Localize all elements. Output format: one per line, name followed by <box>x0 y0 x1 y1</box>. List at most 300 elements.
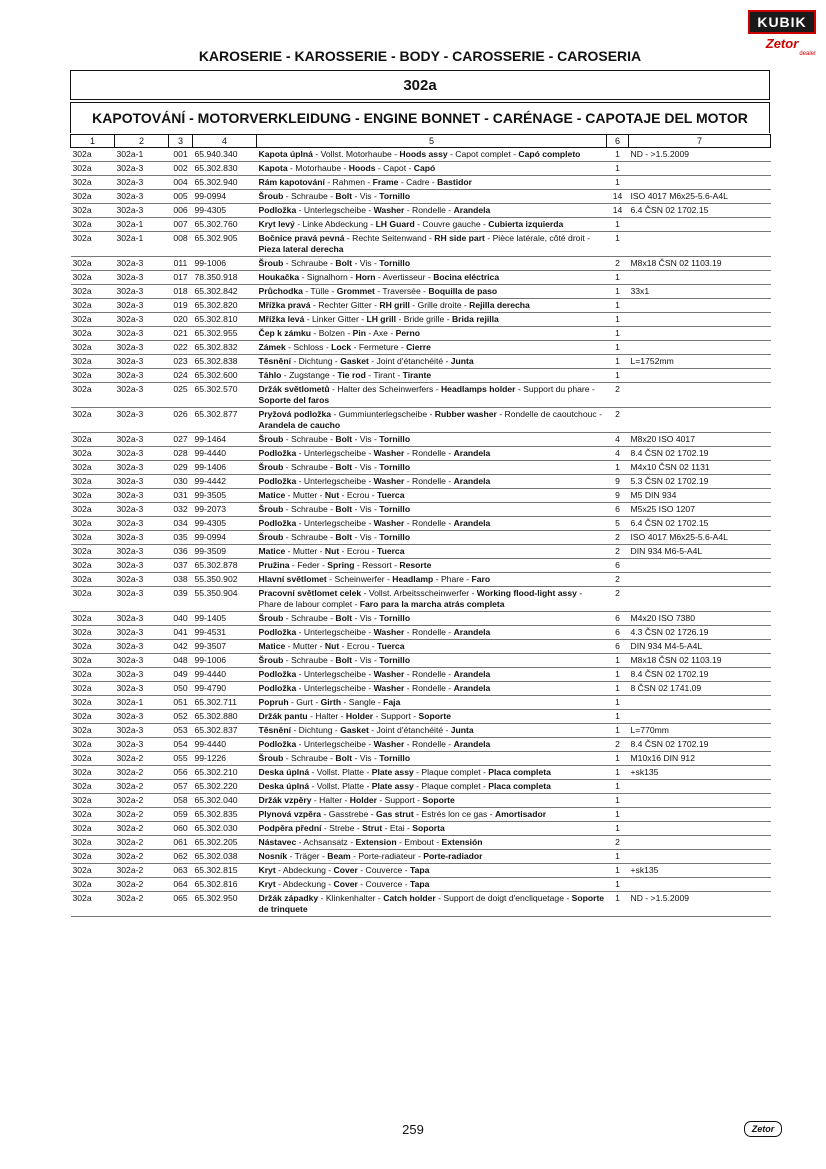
part-number-cell: 99-3509 <box>193 545 257 559</box>
description-en: Bolt <box>335 753 353 763</box>
separator: - <box>350 851 359 861</box>
description-es: Cubierta izquierda <box>488 219 564 229</box>
quantity-cell: 2 <box>607 573 629 587</box>
figure-cell: 302a-3 <box>115 710 169 724</box>
separator: - <box>365 448 374 458</box>
separator: - <box>285 641 293 651</box>
separator: - <box>445 739 454 749</box>
separator: - <box>325 879 334 889</box>
quantity-cell: 6 <box>607 612 629 626</box>
table-row <box>71 668 771 682</box>
separator: - <box>283 462 291 472</box>
description-es: Arandela <box>453 476 491 486</box>
description-fr: Axe <box>373 328 388 338</box>
description-en: Beam <box>327 851 351 861</box>
separator: - <box>354 823 363 833</box>
separator: - <box>510 149 519 159</box>
separator: - <box>365 518 374 528</box>
separator: - <box>354 560 363 570</box>
separator: - <box>371 504 380 514</box>
figure-cell: 302a-3 <box>115 559 169 573</box>
separator: - <box>367 219 376 229</box>
part-number-cell: 99-3507 <box>193 640 257 654</box>
description-es: Rejilla derecha <box>469 300 530 310</box>
section-cell: 302a <box>71 710 115 724</box>
part-number-cell: 99-1406 <box>193 461 257 475</box>
separator: - <box>287 851 295 861</box>
description-fr: Joint d'étanchéité <box>376 725 444 735</box>
separator: - <box>413 781 422 791</box>
description-en: Frame <box>372 177 399 187</box>
description-de: Rahmen <box>332 177 366 187</box>
description-cell <box>257 654 607 668</box>
description-de: Schraube <box>290 655 328 665</box>
separator: - <box>327 753 336 763</box>
description-fr: Vis <box>359 504 372 514</box>
separator: - <box>391 560 400 570</box>
note-cell <box>629 780 771 794</box>
description-de: Gummiunterlegscheibe <box>338 409 428 419</box>
kubik-logo-text: KUBIK <box>748 10 816 34</box>
part-number-cell: 65.302.600 <box>193 369 257 383</box>
description-cell <box>257 475 607 489</box>
separator: - <box>368 725 377 735</box>
figure-cell: 302a-3 <box>115 257 169 271</box>
description-cz: Průchodka <box>258 286 303 296</box>
separator: - <box>384 574 393 584</box>
separator: - <box>375 272 383 282</box>
parts-table <box>70 134 771 917</box>
quantity-cell: 9 <box>607 489 629 503</box>
description-fr: Grille droite <box>417 300 462 310</box>
description-es: Porte-radiador <box>423 851 483 861</box>
description-cell <box>257 710 607 724</box>
description-cell <box>257 878 607 892</box>
separator: - <box>447 149 456 159</box>
position-cell: 024 <box>169 369 193 383</box>
description-cz: Šroub <box>258 191 284 201</box>
separator: - <box>283 434 291 444</box>
separator: - <box>321 809 329 819</box>
description-en: Washer <box>373 205 405 215</box>
section-cell: 302a <box>71 475 115 489</box>
part-number-cell: 99-4440 <box>193 447 257 461</box>
separator: - <box>429 177 438 187</box>
figure-cell: 302a-3 <box>115 531 169 545</box>
description-cz: Kryt <box>258 865 276 875</box>
separator: - <box>369 490 377 500</box>
quantity-cell: 4 <box>607 447 629 461</box>
description-cz: Podložka <box>258 683 297 693</box>
part-number-cell: 65.302.940 <box>193 176 257 190</box>
position-cell: 037 <box>169 559 193 573</box>
separator: - <box>325 865 334 875</box>
description-fr: Tirant <box>373 370 395 380</box>
description-en: Headlamps holder <box>440 384 516 394</box>
description-en: Gasket <box>340 725 369 735</box>
position-cell: 041 <box>169 626 193 640</box>
separator: - <box>296 205 304 215</box>
separator: - <box>288 697 297 707</box>
description-es: Arandela <box>453 739 491 749</box>
table-row <box>71 232 771 257</box>
description-en: Cover <box>333 879 358 889</box>
description-cell <box>257 850 607 864</box>
note-cell: +sk135 <box>629 864 771 878</box>
description-es: Bocina eléctrica <box>433 272 500 282</box>
position-cell: 019 <box>169 299 193 313</box>
quantity-cell: 1 <box>607 682 629 696</box>
figure-cell: 302a-2 <box>115 864 169 878</box>
separator: - <box>371 434 380 444</box>
quantity-cell: 1 <box>607 710 629 724</box>
description-de: Strebe <box>329 823 355 833</box>
separator: - <box>374 286 383 296</box>
quantity-cell: 1 <box>607 724 629 738</box>
figure-cell: 302a-3 <box>115 587 169 612</box>
separator: - <box>352 655 360 665</box>
description-cell <box>257 341 607 355</box>
description-fr: Support du phare <box>523 384 590 394</box>
separator: - <box>365 669 374 679</box>
separator: - <box>319 560 328 570</box>
description-de: Achsansatz <box>303 837 348 847</box>
part-number-cell: 65.302.838 <box>193 355 257 369</box>
description-en: Bolt <box>335 655 353 665</box>
section-cell: 302a <box>71 176 115 190</box>
section-cell: 302a <box>71 654 115 668</box>
separator: - <box>406 163 414 173</box>
description-cz: Podložka <box>258 476 297 486</box>
description-fr: Phare <box>440 574 464 584</box>
part-number-cell: 65.302.040 <box>193 794 257 808</box>
quantity-cell: 1 <box>607 341 629 355</box>
part-number-cell: 65.302.038 <box>193 850 257 864</box>
quantity-cell: 1 <box>607 313 629 327</box>
section-cell: 302a <box>71 190 115 204</box>
description-en: RH grill <box>379 300 410 310</box>
position-cell: 031 <box>169 489 193 503</box>
separator: - <box>296 518 304 528</box>
section-cell: 302a <box>71 341 115 355</box>
description-es: Tornillo <box>379 258 411 268</box>
separator: - <box>352 258 360 268</box>
quantity-cell: 2 <box>607 545 629 559</box>
description-fr: Fermeture <box>358 342 399 352</box>
part-number-cell: 99-4442 <box>193 475 257 489</box>
description-cell <box>257 232 607 257</box>
separator: - <box>371 753 380 763</box>
description-cz: Houkačka <box>258 272 300 282</box>
description-cell <box>257 612 607 626</box>
figure-cell: 302a-3 <box>115 517 169 531</box>
description-fr: Pièce latérale, côté droit <box>492 233 585 243</box>
separator: - <box>317 546 325 556</box>
description-cz: Držák západky <box>258 893 319 903</box>
description-es: Junta <box>450 356 474 366</box>
separator: - <box>443 356 451 366</box>
figure-cell: 302a-3 <box>115 447 169 461</box>
part-number-cell: 65.302.220 <box>193 780 257 794</box>
quantity-cell: 2 <box>607 383 629 408</box>
figure-cell: 302a-3 <box>115 640 169 654</box>
section-cell: 302a <box>71 724 115 738</box>
description-en: Strut <box>362 823 383 833</box>
separator: - <box>365 370 374 380</box>
figure-cell: 302a-3 <box>115 383 169 408</box>
part-number-cell: 65.302.832 <box>193 341 257 355</box>
description-cz: Deska úplná <box>258 781 310 791</box>
table-row <box>71 461 771 475</box>
description-es: Tapa <box>409 865 430 875</box>
description-fr: Rondelle <box>412 448 446 458</box>
separator: - <box>589 384 595 394</box>
description-de: Schraube <box>290 504 328 514</box>
description-cell <box>257 355 607 369</box>
description-fr: Vis <box>359 258 372 268</box>
separator: - <box>283 753 291 763</box>
separator: - <box>275 879 283 889</box>
description-cell <box>257 808 607 822</box>
part-number-cell: 99-4531 <box>193 626 257 640</box>
section-cell: 302a <box>71 299 115 313</box>
quantity-cell: 1 <box>607 369 629 383</box>
description-fr: Vis <box>359 655 372 665</box>
section-cell: 302a <box>71 682 115 696</box>
description-cz: Pryžová podložka <box>258 409 332 419</box>
description-en: Gasket <box>340 356 369 366</box>
separator: - <box>413 767 422 777</box>
position-cell: 056 <box>169 766 193 780</box>
table-row <box>71 808 771 822</box>
note-cell <box>629 587 771 612</box>
separator: - <box>480 219 489 229</box>
description-de: Schraube <box>290 613 328 623</box>
separator: - <box>283 258 291 268</box>
section-cell: 302a <box>71 162 115 176</box>
separator: - <box>375 893 384 903</box>
part-number-cell: 65.302.810 <box>193 313 257 327</box>
description-en: Bolt <box>335 258 353 268</box>
note-cell <box>629 808 771 822</box>
separator: - <box>404 448 412 458</box>
description-de: Unterlegscheibe <box>303 448 366 458</box>
separator: - <box>344 233 353 243</box>
figure-cell: 302a-3 <box>115 545 169 559</box>
separator: - <box>402 879 410 889</box>
description-es: Tuerca <box>376 546 405 556</box>
section-cell: 302a <box>71 850 115 864</box>
description-fr: Avertisseur <box>382 272 426 282</box>
separator: - <box>287 163 296 173</box>
table-row <box>71 341 771 355</box>
separator: - <box>329 370 338 380</box>
position-cell: 054 <box>169 738 193 752</box>
description-de: Feder <box>297 560 320 570</box>
position-cell: 018 <box>169 285 193 299</box>
position-cell: 032 <box>169 503 193 517</box>
figure-cell: 302a-2 <box>115 794 169 808</box>
description-es: Placa completa <box>488 781 551 791</box>
column-header-3: 3 <box>169 135 193 148</box>
description-es: Arandela de caucho <box>258 420 341 430</box>
quantity-cell: 6 <box>607 503 629 517</box>
figure-cell: 302a-3 <box>115 724 169 738</box>
description-es: Tapa <box>409 879 430 889</box>
description-cell <box>257 864 607 878</box>
figure-cell: 302a-3 <box>115 176 169 190</box>
section-cell: 302a <box>71 836 115 850</box>
section-cell: 302a <box>71 408 115 433</box>
separator: - <box>327 258 336 268</box>
section-cell: 302a <box>71 461 115 475</box>
section-cell: 302a <box>71 752 115 766</box>
section-cell: 302a <box>71 878 115 892</box>
separator: - <box>387 328 396 338</box>
description-fr: Support <box>384 795 415 805</box>
table-row <box>71 654 771 668</box>
separator: - <box>309 767 317 777</box>
description-en: Plate assy <box>371 767 414 777</box>
description-cell <box>257 299 607 313</box>
description-cell <box>257 682 607 696</box>
description-cz: Šroub <box>258 434 284 444</box>
description-es: Brida rejilla <box>451 314 499 324</box>
separator: - <box>327 532 336 542</box>
description-en: Washer <box>373 476 405 486</box>
quantity-cell: 1 <box>607 176 629 190</box>
description-es: Soporta <box>412 823 445 833</box>
separator: - <box>420 286 429 296</box>
table-row <box>71 696 771 710</box>
table-row <box>71 285 771 299</box>
description-cell <box>257 517 607 531</box>
separator: - <box>341 697 349 707</box>
description-es: Soporte <box>422 795 455 805</box>
description-en: Spring <box>327 560 355 570</box>
description-cell <box>257 327 607 341</box>
note-cell: M8x18 ČSN 02 1103.19 <box>629 257 771 271</box>
note-cell <box>629 878 771 892</box>
table-row <box>71 559 771 573</box>
description-fr: Porte-radiateur <box>358 851 416 861</box>
quantity-cell: 1 <box>607 355 629 369</box>
part-number-cell: 65.302.205 <box>193 836 257 850</box>
note-cell: M8x18 ČSN 02 1103.19 <box>629 654 771 668</box>
table-row <box>71 587 771 612</box>
note-cell: M4x10 ČSN 02 1131 <box>629 461 771 475</box>
table-row <box>71 218 771 232</box>
description-es: Perno <box>395 328 420 338</box>
part-number-cell: 65.302.210 <box>193 766 257 780</box>
section-cell: 302a <box>71 218 115 232</box>
quantity-cell: 6 <box>607 626 629 640</box>
description-es: Soporte de trinquete <box>258 893 605 914</box>
description-cell <box>257 668 607 682</box>
table-row <box>71 475 771 489</box>
separator: - <box>347 272 356 282</box>
description-cz: Podložka <box>258 518 297 528</box>
figure-cell: 302a-3 <box>115 355 169 369</box>
separator: - <box>409 300 418 310</box>
separator: - <box>331 409 339 419</box>
separator: - <box>294 219 303 229</box>
figure-cell: 302a-1 <box>115 232 169 257</box>
description-cz: Šroub <box>258 753 284 763</box>
description-cz: Čep k zámku <box>258 328 312 338</box>
separator: - <box>404 669 412 679</box>
description-es: Arandela <box>453 448 491 458</box>
separator: - <box>318 893 326 903</box>
quantity-cell: 1 <box>607 752 629 766</box>
column-header-4: 4 <box>193 135 257 148</box>
note-cell: DIN 934 M4-5-A4L <box>629 640 771 654</box>
description-en: Bolt <box>335 434 353 444</box>
note-cell: DIN 934 M6-5-A4L <box>629 545 771 559</box>
description-cz: Šroub <box>258 613 284 623</box>
separator: - <box>375 697 384 707</box>
note-cell <box>629 313 771 327</box>
section-cell: 302a <box>71 545 115 559</box>
section-cell: 302a <box>71 327 115 341</box>
separator: - <box>365 739 374 749</box>
note-cell: 8 ČSN 02 1741.09 <box>629 682 771 696</box>
separator: - <box>371 655 380 665</box>
part-number-cell: 65.302.830 <box>193 162 257 176</box>
separator: - <box>404 518 412 528</box>
figure-cell: 302a-3 <box>115 327 169 341</box>
note-cell <box>629 850 771 864</box>
description-cz: Podložka <box>258 448 297 458</box>
position-cell: 064 <box>169 878 193 892</box>
position-cell: 036 <box>169 545 193 559</box>
description-fr: Vis <box>359 753 372 763</box>
description-cell <box>257 780 607 794</box>
separator: - <box>357 879 366 889</box>
note-cell <box>629 836 771 850</box>
description-cz: Hlavní světlomet <box>258 574 327 584</box>
description-cell <box>257 794 607 808</box>
separator: - <box>296 476 304 486</box>
position-cell: 062 <box>169 850 193 864</box>
description-cell <box>257 640 607 654</box>
part-number-cell: 65.302.877 <box>193 408 257 433</box>
separator: - <box>584 233 591 243</box>
separator: - <box>368 809 377 819</box>
table-row <box>71 892 771 917</box>
table-row <box>71 531 771 545</box>
description-fr: Couverce <box>365 865 403 875</box>
description-de: Klinkenhalter <box>325 893 376 903</box>
description-cz: Šroub <box>258 258 284 268</box>
position-cell: 006 <box>169 204 193 218</box>
separator: - <box>515 384 524 394</box>
quantity-cell: 9 <box>607 475 629 489</box>
description-cell <box>257 162 607 176</box>
separator: - <box>285 342 294 352</box>
part-number-cell: 65.302.815 <box>193 864 257 878</box>
position-cell: 027 <box>169 433 193 447</box>
part-number-cell: 65.302.878 <box>193 559 257 573</box>
position-cell: 038 <box>169 573 193 587</box>
separator: - <box>433 384 441 394</box>
position-cell: 060 <box>169 822 193 836</box>
description-en: Rubber washer <box>434 409 497 419</box>
separator: - <box>319 851 328 861</box>
description-en: LH grill <box>366 314 397 324</box>
separator: - <box>275 865 283 875</box>
separator: - <box>371 300 380 310</box>
